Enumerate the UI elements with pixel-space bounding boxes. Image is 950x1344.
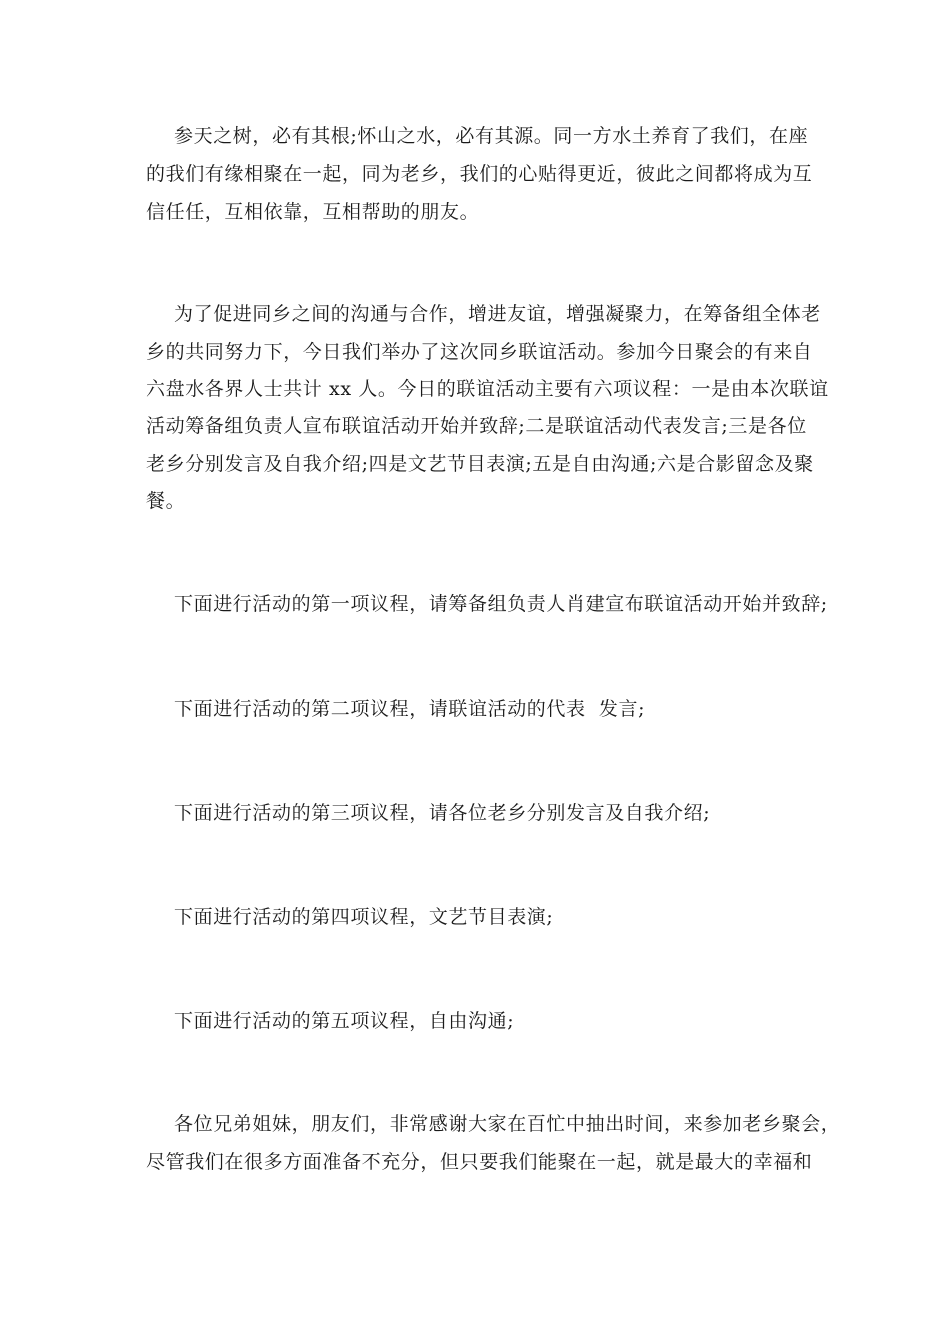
agenda-item-4: 下面进行活动的第四项议程，文艺节目表演; bbox=[174, 906, 554, 928]
agenda-item-2: 下面进行活动的第二项议程，请联谊活动的代表 发言; bbox=[174, 698, 646, 720]
agenda-item-5: 下面进行活动的第五项议程，自由沟通; bbox=[174, 1010, 515, 1032]
paragraph-2-line-2: 乡的共同努力下，今日我们举办了这次同乡联谊活动。参加今日聚会的有来自 bbox=[146, 341, 813, 363]
paragraph-1-line-3: 信任任，互相依靠，互相帮助的朋友。 bbox=[146, 201, 480, 223]
paragraph-3-line-1: 各位兄弟姐妹，朋友们，非常感谢大家在百忙中抽出时间，来参加老乡聚会， bbox=[174, 1113, 841, 1135]
paragraph-1-line-1: 参天之树，必有其根;怀山之水，必有其源。同一方水土养育了我们，在座 bbox=[174, 125, 809, 147]
paragraph-3-line-2: 尽管我们在很多方面准备不充分，但只要我们能聚在一起，就是最大的幸福和 bbox=[146, 1151, 813, 1173]
agenda-item-3: 下面进行活动的第三项议程，请各位老乡分别发言及自我介绍; bbox=[174, 802, 711, 824]
paragraph-2-line-5: 老乡分别发言及自我介绍;四是文艺节目表演;五是自由沟通;六是合影留念及聚 bbox=[146, 453, 814, 475]
paragraph-2-line-3: 六盘水各界人士共计 xx 人。今日的联谊活动主要有六项议程：一是由本次联谊 bbox=[146, 378, 829, 400]
paragraph-1-line-2: 的我们有缘相聚在一起，同为老乡，我们的心贴得更近，彼此之间都将成为互 bbox=[146, 163, 813, 185]
paragraph-2-line-4: 活动筹备组负责人宣布联谊活动开始并致辞;二是联谊活动代表发言;三是各位 bbox=[146, 415, 807, 437]
agenda-item-1: 下面进行活动的第一项议程，请筹备组负责人肖建宣布联谊活动开始并致辞; bbox=[174, 593, 828, 615]
paragraph-2-line-1: 为了促进同乡之间的沟通与合作，增进友谊，增强凝聚力，在筹备组全体老 bbox=[174, 303, 821, 325]
paragraph-2-line-6: 餐。 bbox=[146, 490, 186, 512]
